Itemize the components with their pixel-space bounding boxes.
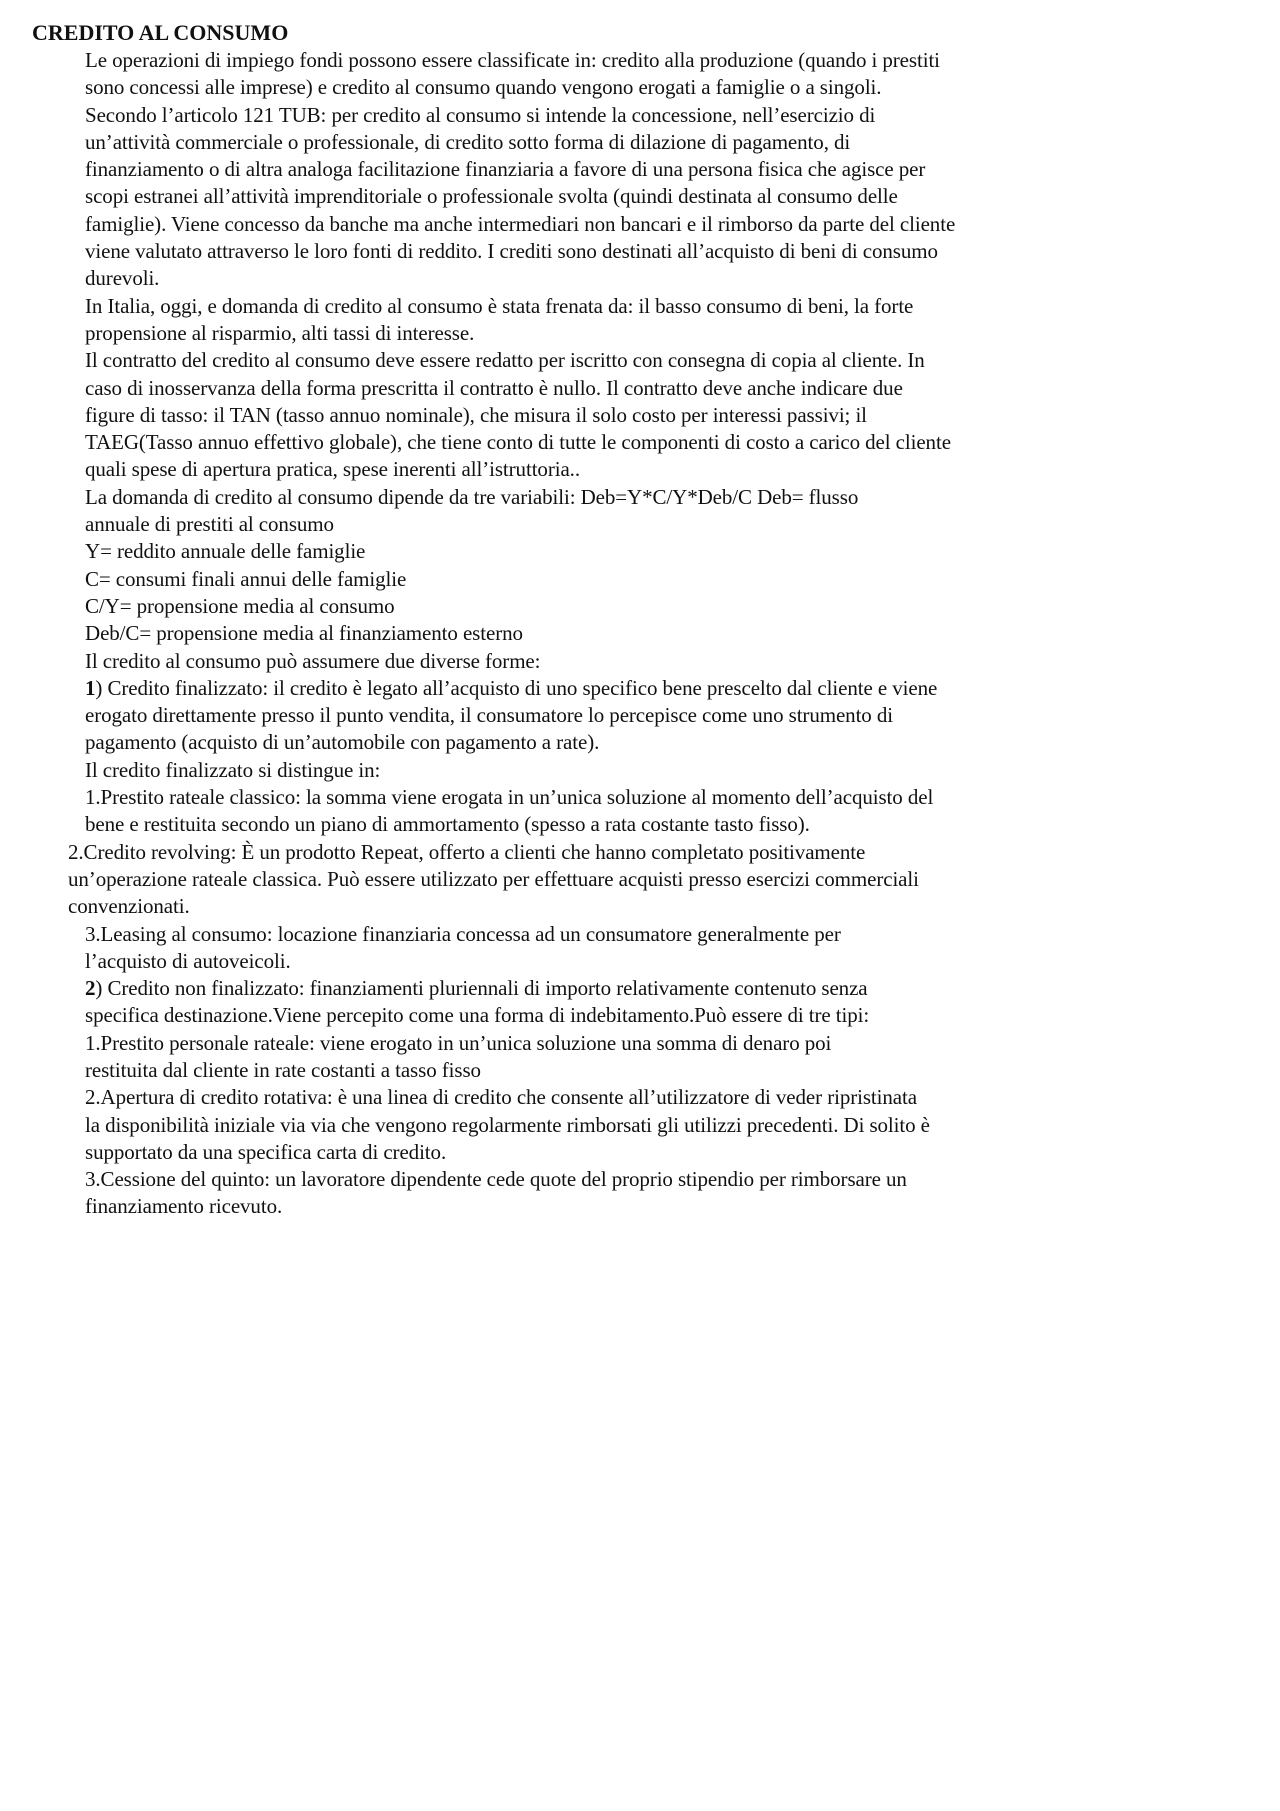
line-text: l’acquisto di autoveicoli. <box>85 948 291 973</box>
text-line <box>85 1084 1182 1111</box>
text-line <box>85 47 1182 74</box>
text-line <box>85 102 1182 129</box>
text-line <box>85 429 1182 456</box>
text-line <box>85 156 1182 183</box>
text-line <box>85 566 1182 593</box>
text-line <box>85 484 1182 511</box>
text-line <box>85 1166 1182 1193</box>
document-title: CREDITO AL CONSUMO <box>32 20 289 45</box>
line-text: Le operazioni di impiego fondi possono essere classificate in: credito alla produzione (quando i prestiti <box>85 48 940 72</box>
line-text: Il credito finalizzato si distingue in: <box>85 757 381 782</box>
line-text: Y= reddito annuale delle famiglie <box>85 539 366 564</box>
line-text: erogato direttamente presso il punto vendita, il consumatore lo percepisce come uno strumento di <box>85 703 893 728</box>
line-text: scopi estranei all’attività imprenditoriale o professionale svolta (quindi destinata al consumo delle <box>85 184 898 209</box>
line-text: la disponibilità iniziale via via che vengono regolarmente rimborsati gli utilizzi precedenti. Di solito è <box>85 1112 930 1137</box>
line-text: restituita dal cliente in rate costanti a tasso fisso <box>85 1057 481 1082</box>
text-line <box>85 948 1182 975</box>
text-line <box>85 675 1182 702</box>
text-line <box>85 265 1182 292</box>
text-line <box>85 402 1182 429</box>
text-line <box>85 975 1182 1002</box>
line-text: C/Y= propensione media al consumo <box>85 593 395 618</box>
text-line <box>68 839 1182 866</box>
text-line <box>85 347 1182 374</box>
text-line <box>85 729 1182 756</box>
line-text: In Italia, oggi, e domanda di credito al consumo è stata frenata da: il basso consumo di beni, la forte <box>85 293 914 318</box>
text-line <box>85 702 1182 729</box>
text-line <box>85 1112 1182 1139</box>
text-line <box>85 293 1182 320</box>
text-line <box>68 893 1182 920</box>
line-text: famiglie). Viene concesso da banche ma anche intermediari non bancari e il rimborso da parte del cliente <box>85 211 956 236</box>
line-text: convenzionati. <box>68 894 190 919</box>
line-text: propensione al risparmio, alti tassi di interesse. <box>85 320 475 345</box>
text-line <box>85 784 1182 811</box>
line-text: bene e restituita secondo un piano di ammortamento (spesso a rata costante tasto fisso). <box>85 812 810 837</box>
text-line <box>85 129 1182 156</box>
line-text: Deb/C= propensione media al finanziamento esterno <box>85 621 523 646</box>
line-text: finanziamento ricevuto. <box>85 1194 283 1219</box>
text-line <box>85 1057 1182 1084</box>
line-text: 2.Apertura di credito rotativa: è una linea di credito che consente all’utilizzatore di veder ripristinata <box>85 1085 917 1110</box>
line-text: durevoli. <box>85 266 160 291</box>
line-text: sono concessi alle imprese) e credito al consumo quando vengono erogati a famiglie o a singoli. <box>85 75 882 100</box>
line-text: 3.Cessione del quinto: un lavoratore dipendente cede quote del proprio stipendio per rimborsare un <box>85 1167 907 1192</box>
text-line <box>85 1193 1182 1220</box>
line-text: 2.Credito revolving: È un prodotto Repeat, offerto a clienti che hanno completato positivamente <box>68 839 866 864</box>
text-line <box>85 1030 1182 1057</box>
line-text: Secondo l’articolo 121 TUB: per credito al consumo si intende la concessione, nell’esercizio di <box>85 102 876 127</box>
line-text: ) Credito finalizzato: il credito è legato all’acquisto di uno specifico bene prescelto dal cliente e viene <box>95 675 938 700</box>
line-text: specifica destinazione.Viene percepito come una forma di indebitamento.Può essere di tre tipi: <box>85 1003 870 1028</box>
document-body <box>32 47 1182 1221</box>
line-text: 3.Leasing al consumo: locazione finanziaria concessa ad un consumatore generalmente per <box>85 921 841 946</box>
text-line <box>85 375 1182 402</box>
text-line <box>68 866 1182 893</box>
line-text: caso di inosservanza della forma prescritta il contratto è nullo. Il contratto deve anche indicare due <box>85 375 903 400</box>
list-number: 2 <box>85 976 96 1001</box>
line-text: annuale di prestiti al consumo <box>85 512 334 537</box>
line-text: Il contratto del credito al consumo deve essere redatto per iscritto con consegna di copia al cliente. In <box>85 348 925 373</box>
text-line <box>85 593 1182 620</box>
line-text: ) Credito non finalizzato: finanziamenti pluriennali di importo relativamente contenuto senza <box>95 976 868 1001</box>
line-text: TAEG(Tasso annuo effettivo globale), che tiene conto di tutte le componenti di costo a carico del cliente <box>85 430 951 455</box>
line-text: 1.Prestito personale rateale: viene erogato in un’unica soluzione una somma di denaro poi <box>85 1030 832 1055</box>
line-text: viene valutato attraverso le loro fonti di reddito. I crediti sono destinati all’acquisto di beni di consumo <box>85 239 938 264</box>
line-text: quali spese di apertura pratica, spese inerenti all’istruttoria.. <box>85 457 580 482</box>
text-line <box>85 1139 1182 1166</box>
text-line <box>85 620 1182 647</box>
line-text: C= consumi finali annui delle famiglie <box>85 566 407 591</box>
text-line <box>85 511 1182 538</box>
text-line <box>85 211 1182 238</box>
line-text: un’attività commerciale o professionale, di credito sotto forma di dilazione di pagamento, di <box>85 129 851 154</box>
line-text: figure di tasso: il TAN (tasso annuo nominale), che misura il solo costo per interessi passivi; il <box>85 402 867 427</box>
line-text: 1.Prestito rateale classico: la somma viene erogata in un’unica soluzione al momento dell’acquisto del <box>85 785 934 810</box>
line-text: Il credito al consumo può assumere due diverse forme: <box>85 648 541 673</box>
text-line <box>85 238 1182 265</box>
line-text: pagamento (acquisto di un’automobile con pagamento a rate). <box>85 730 600 755</box>
text-line <box>85 757 1182 784</box>
list-number: 1 <box>85 675 96 700</box>
text-line <box>85 456 1182 483</box>
line-text: La domanda di credito al consumo dipende da tre variabili: Deb=Y*C/Y*Deb/C Deb= flusso <box>85 484 859 509</box>
text-line <box>85 1002 1182 1029</box>
line-text: un’operazione rateale classica. Può essere utilizzato per effettuare acquisti presso esercizi commerciali <box>68 866 919 891</box>
text-line <box>85 74 1182 101</box>
text-line <box>85 648 1182 675</box>
text-line <box>85 811 1182 838</box>
text-line <box>85 921 1182 948</box>
line-text: finanziamento o di altra analoga facilitazione finanziaria a favore di una persona fisica che agisce per <box>85 157 926 182</box>
text-line <box>85 183 1182 210</box>
line-text: supportato da una specifica carta di credito. <box>85 1139 447 1164</box>
text-line <box>85 538 1182 565</box>
text-line <box>85 320 1182 347</box>
